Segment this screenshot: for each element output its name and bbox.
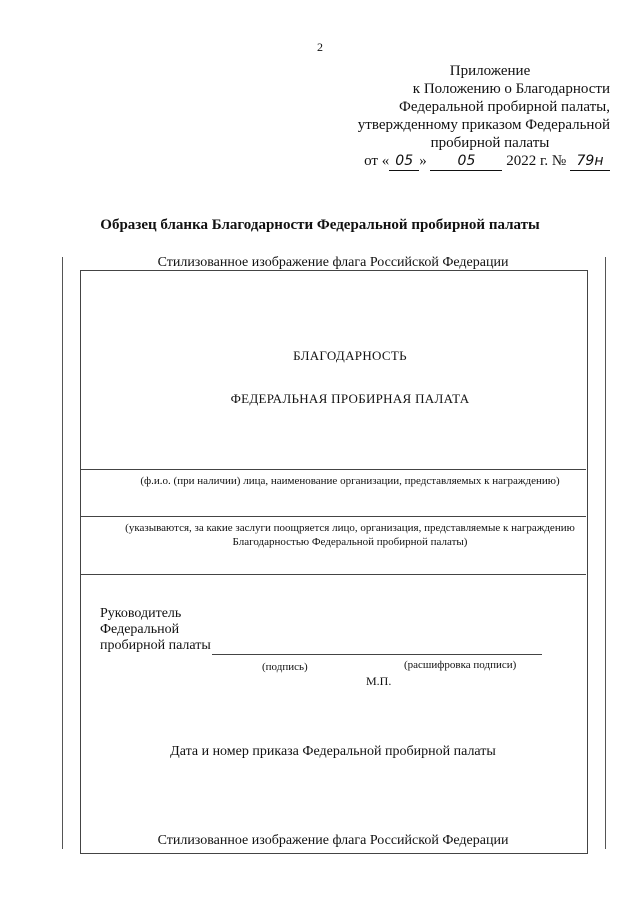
date-month: 05 [430, 152, 502, 171]
form-title: БЛАГОДАРНОСТЬ [293, 348, 407, 363]
flag-caption-bottom-text: Стилизованное изображение флага Российской Федерации [154, 833, 513, 848]
signature-section-divider [80, 574, 586, 575]
flag-caption-top [80, 255, 586, 271]
annex-line-2: к Положению о Благодарности [412, 81, 610, 97]
annex-block [330, 62, 610, 171]
head-line-1: Руководитель [100, 606, 182, 621]
annex-line-3: Федеральной пробирной палаты, [399, 99, 610, 115]
page-title: Образец бланка Благодарности Федеральной пробирной палаты [100, 217, 540, 233]
signature-label: (подпись) [262, 661, 308, 673]
signature-line [212, 654, 542, 655]
decoding-label: (расшифровка подписи) [404, 659, 517, 671]
annex-line-4: утвержденному приказом Федеральной [357, 117, 610, 133]
date-prefix: от « [364, 153, 390, 169]
date-quote-close: » [419, 153, 427, 169]
seal-label: М.П. [366, 674, 392, 688]
head-position [100, 606, 211, 654]
order-date-label: Дата и номер приказа Федеральной пробирной палаты [170, 744, 496, 759]
annex-line-5: пробирной палаты [430, 135, 550, 151]
date-day: 05 [389, 152, 419, 171]
recipient-hint: (ф.и.о. (при наличии) лица, наименование организации, представляемых к награждению) [140, 475, 560, 487]
flag-caption-top-text: Стилизованное изображение флага Российской Федерации [154, 255, 513, 270]
page-number: 2 [317, 40, 323, 54]
flag-caption-bottom [80, 833, 586, 849]
order-number: 79н [570, 152, 610, 171]
annex-line-1: Приложение [449, 63, 531, 79]
merits-hint-line-1: (указываются, за какие заслуги поощряется лицо, организация, представляемые к награждению [125, 522, 575, 534]
recipient-line [80, 469, 586, 470]
date-year: 2022 г. № [506, 153, 567, 169]
merits-line [80, 516, 586, 517]
annex-date-line [330, 152, 610, 171]
form-organization: ФЕДЕРАЛЬНАЯ ПРОБИРНАЯ ПАЛАТА [230, 391, 470, 406]
head-line-3: пробирной палаты [100, 638, 211, 653]
merits-hint-line-2: Благодарностью Федеральной пробирной палаты) [232, 536, 468, 548]
head-line-2: Федеральной [100, 622, 180, 637]
